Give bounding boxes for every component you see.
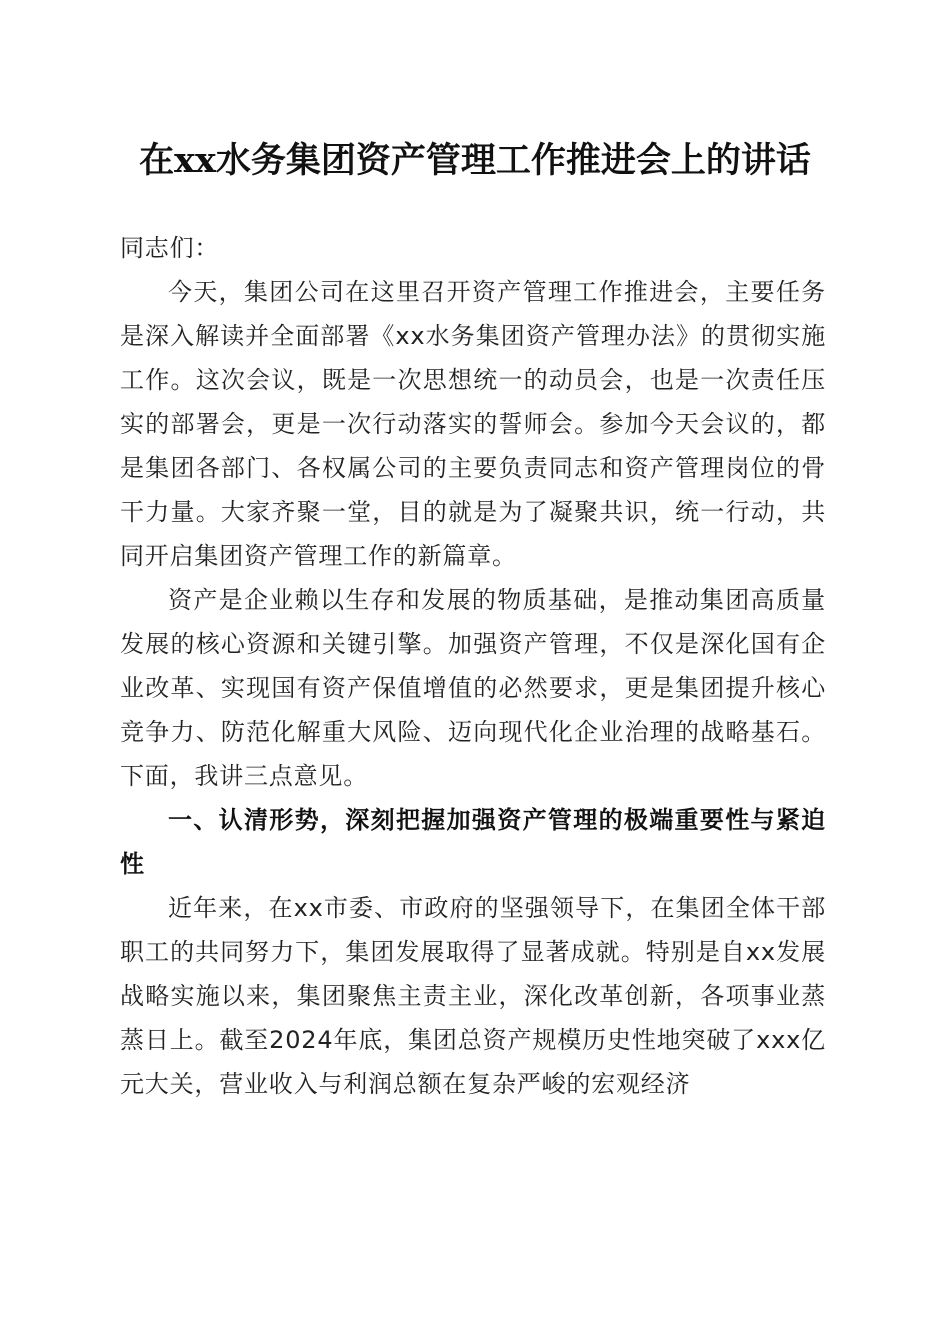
salutation: 同志们：: [120, 234, 220, 262]
paragraph-opening: 今天，集团公司在这里召开资产管理工作推进会，主要任务是深入解读并全面部署《xx水务集团资产管理办法》的贯彻实施工作。这次会议，既是一次思想统一的动员会，也是一次责任压实的部署会，更是一次行动落实的誓师会。参加今天会议的，都是集团各部门、各权属公司的主要负责同志和资产管理岗位的骨干力量。大家齐聚一堂，目的就是为了凝聚共识，统一行动，共同开启集团资产管理工作的新篇章。: [120, 278, 826, 570]
paragraph-importance: 资产是企业赖以生存和发展的物质基础，是推动集团高质量发展的核心资源和关键引擎。加强资产管理，不仅是深化国有企业改革、实现国有资产保值增值的必然要求，更是集团提升核心竞争力、防范化解重大风险、迈向现代化企业治理的战略基石。下面，我讲三点意见。: [120, 586, 826, 790]
section-paragraph: 近年来，在xx市委、市政府的坚强领导下，在集团全体干部职工的共同努力下，集团发展取得了显著成就。特别是自xx发展战略实施以来，集团聚焦主责主业，深化改革创新，各项事业蒸蒸日上。截至2024年底，集团总资产规模历史性地突破了xxx亿元大关，营业收入与利润总额在复杂严峻的宏观经济: [120, 894, 826, 1098]
document-title: 在xx水务集团资产管理工作推进会上的讲话: [139, 140, 811, 181]
section-heading: 一、认清形势，深刻把握加强资产管理的极端重要性与紧迫性: [120, 806, 826, 878]
document-body: [120, 226, 826, 1106]
